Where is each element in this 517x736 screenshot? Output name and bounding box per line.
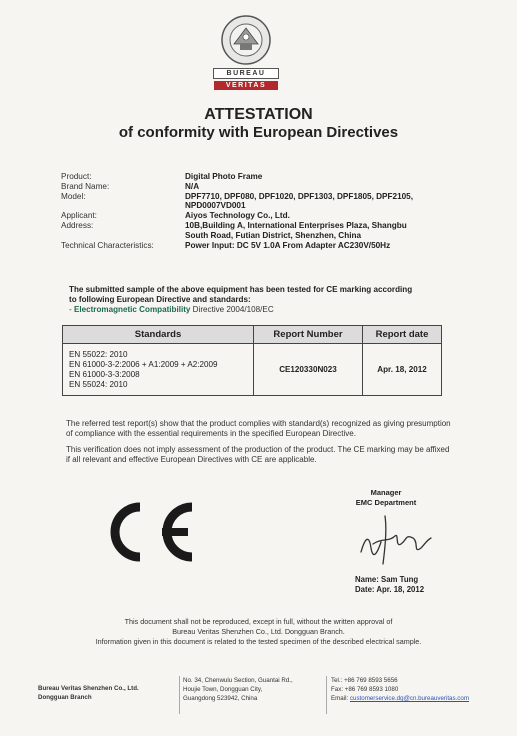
signer-name: Name: Sam Tung	[355, 575, 419, 584]
disclaimer-line: Bureau Veritas Shenzhen Co., Ltd. Dongguan Branch.	[172, 627, 345, 636]
info-row-applicant	[61, 211, 457, 221]
footer	[38, 676, 478, 716]
footer-company	[38, 684, 173, 702]
statement-line: to following European Directive and standards:	[69, 295, 251, 304]
info-row-product	[61, 172, 457, 182]
footer-address-line: Houjie Town, Dongguan City,	[183, 686, 263, 693]
info-label: Brand Name:	[61, 181, 110, 191]
bureau-veritas-logo	[212, 14, 280, 90]
footer-branch: Dongguan Branch	[38, 694, 92, 701]
info-label: Address:	[61, 220, 94, 230]
disclaimer-line: Information given in this document is related to the tested specimen of the described electrical sample.	[95, 637, 422, 646]
logo-word-bureau: BUREAU	[213, 68, 279, 79]
standard-item: EN 55022: 2010	[69, 349, 128, 359]
directive-code: Directive 2004/108/EC	[190, 305, 274, 314]
ce-mark	[96, 501, 196, 568]
directive-line	[69, 305, 459, 315]
directive-prefix: -	[69, 305, 74, 314]
standard-item: EN 55024: 2010	[69, 379, 128, 389]
info-row-model	[61, 192, 457, 212]
standard-item: EN 61000-3-3:2008	[69, 369, 140, 379]
signature-icon	[355, 508, 435, 568]
standard-item: EN 61000-3-2:2006 + A1:2009 + A2:2009	[69, 359, 218, 369]
logo-word-veritas: VERITAS	[214, 81, 278, 90]
info-value	[185, 192, 457, 212]
footer-address-line: No. 34, Chenwulu Section, Guantai Rd.,	[183, 677, 293, 684]
standards-table	[62, 325, 442, 396]
document-subtitle: of conformity with European Directives	[118, 124, 399, 141]
ce-mark-icon	[96, 501, 196, 563]
directive-name: Electromagnetic Compatibility	[73, 305, 191, 314]
footer-company-name: Bureau Veritas Shenzhen Co., Ltd.	[38, 685, 139, 692]
verification-paragraph: This verification does not imply assessment of the production of the product. The CE marking may be affixed if all relevant and effective European Directives with CE are applicable.	[66, 445, 450, 464]
info-row-address	[61, 221, 457, 241]
signer-date: Date: Apr. 18, 2012	[355, 585, 425, 594]
info-row-brand	[61, 182, 457, 192]
header-report-date: Report date	[363, 326, 442, 344]
manager-title	[355, 488, 417, 508]
disclaimer-line: This document shall not be reproduced, except in full, without the written approval of	[124, 617, 393, 626]
info-value: Power Input: DC 5V 1.0A From Adapter AC230V/50Hz	[185, 240, 391, 250]
address-line: 10B,Building A, International Enterprises Plaza, Shangbu	[185, 220, 407, 230]
info-label: Applicant:	[61, 211, 97, 221]
disclaimer	[0, 617, 517, 647]
model-line: NPD0007VD001	[185, 201, 246, 211]
footer-address	[179, 676, 326, 714]
standards-cell	[63, 344, 254, 396]
footer-address-line: Guangdong 523942, China	[183, 695, 258, 702]
header-standards: Standards	[63, 326, 254, 344]
info-label: Model:	[61, 191, 86, 201]
info-label: Technical Characteristics:	[61, 240, 154, 250]
info-value: Aiyos Technology Co., Ltd.	[185, 211, 290, 221]
manager-department: EMC Department	[355, 498, 417, 507]
info-row-technical	[61, 241, 457, 251]
model-line: DPF7710, DPF080, DPF1020, DPF1303, DPF1805, DPF2105,	[185, 191, 414, 201]
report-number-cell: CE120330N023	[254, 344, 363, 396]
manager-role: Manager	[370, 488, 402, 497]
signer-details	[355, 575, 424, 595]
test-statement	[69, 285, 459, 315]
footer-fax: Fax: +86 769 8593 1080	[331, 686, 399, 693]
statement-line: The submitted sample of the above equipment has been tested for CE marking according	[69, 285, 413, 294]
table-row	[63, 344, 442, 396]
table-header-row	[63, 326, 442, 344]
info-value: Digital Photo Frame	[185, 172, 263, 181]
footer-email-line	[331, 694, 481, 703]
info-label: Product:	[61, 172, 92, 181]
header-report-number: Report Number	[254, 326, 363, 344]
document-title: ATTESTATION	[204, 106, 313, 123]
info-value: N/A	[185, 181, 200, 191]
footer-tel: Tel.: +86 769 8593 5656	[331, 677, 398, 684]
logo-seal-icon	[220, 14, 272, 66]
footer-email-label: Email:	[331, 695, 350, 702]
info-value	[185, 221, 457, 241]
compliance-paragraph: The referred test report(s) show that the product complies with standard(s) recognized as giving presumption of compliance with the essential requirements in the specified European Directive.	[66, 419, 451, 438]
footer-contact	[326, 676, 481, 714]
signature	[355, 508, 435, 573]
footer-email-link[interactable]: customerservice.dg@cn.bureauveritas.com	[349, 695, 470, 702]
product-info	[61, 172, 457, 250]
report-date-cell: Apr. 18, 2012	[363, 344, 442, 396]
address-line: South Road, Futian District, Shenzhen, China	[185, 230, 362, 240]
